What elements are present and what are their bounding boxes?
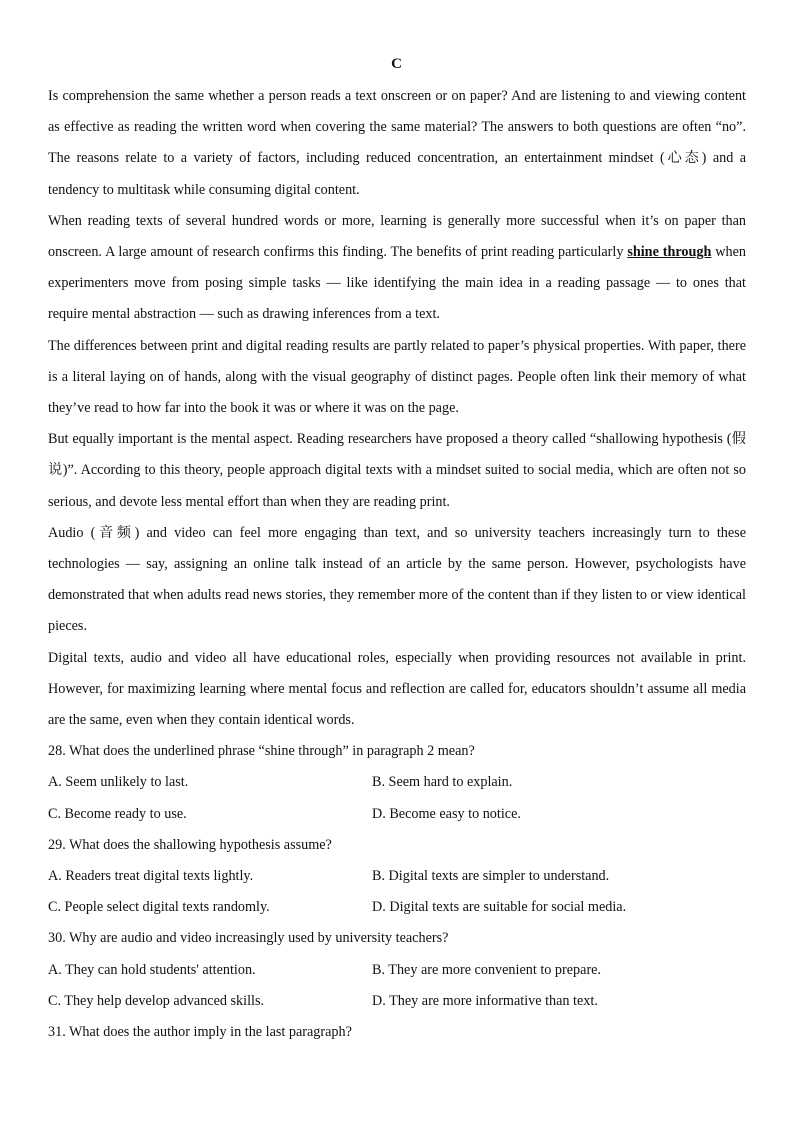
question-29-option-b: B. Digital texts are simpler to understand. xyxy=(372,868,610,885)
question-29-option-d: D. Digital texts are suitable for social media. xyxy=(372,899,627,916)
question-29-options-row-2 xyxy=(48,892,746,923)
question-29-option-a: A. Readers treat digital texts lightly. xyxy=(48,868,254,885)
passage-and-questions xyxy=(48,81,746,1048)
question-28-options-row-1 xyxy=(48,767,746,798)
question-28-options-row-2 xyxy=(48,799,746,830)
question-30-option-b: B. They are more convenient to prepare. xyxy=(372,961,602,978)
question-30-options-row-2 xyxy=(48,986,746,1017)
paragraph-3: The differences between print and digital reading results are partly related to paper’s physical properties. With paper, there is a literal laying on of hands, along with the visual geography of distinct pages. People often link their memory of what they’ve read to how far into the book it was or where it was on the page. xyxy=(48,337,746,417)
question-29-options-row-1 xyxy=(48,861,746,892)
question-28-option-d: D. Become easy to notice. xyxy=(372,805,521,822)
underlined-phrase: shine through xyxy=(627,244,712,261)
question-28-option-a: A. Seem unlikely to last. xyxy=(48,774,189,791)
question-28-option-c: C. Become ready to use. xyxy=(48,805,187,822)
question-29-option-c: C. People select digital texts randomly. xyxy=(48,899,270,916)
paragraph-2-before: When reading texts of several hundred words or more, learning is generally more successful when it’s on paper than onscreen. A large amount of research confirms this finding. The benefits of print reading particularly xyxy=(48,212,746,261)
paragraph-6: Digital texts, audio and video all have educational roles, especially when providing resources not available in print. However, for maximizing learning where mental focus and reflection are called for, educators shouldn’t assume all media are the same, even when they contain identical words. xyxy=(48,649,746,729)
paragraph-1: Is comprehension the same whether a person reads a text onscreen or on paper? And are listening to and viewing content as effective as reading the written word when covering the same material? The answers to both questions are often “no”. The reasons relate to a variety of factors, including reduced concentration, an entertainment mindset (心态) and a tendency to multitask while consuming digital content. xyxy=(48,88,746,198)
paragraph-4: But equally important is the mental aspect. Reading researchers have proposed a theory called “shallowing hypothesis (假说)”. According to this theory, people approach digital texts with a mindset suited to social media, which are often not so serious, and devote less mental effort than when they are reading print. xyxy=(48,431,746,510)
question-28-stem: 28. What does the underlined phrase “shine through” in paragraph 2 mean? xyxy=(48,743,475,760)
paragraph-2-after: when experimenters move from posing simple tasks — like identifying the main idea in a reading passage — to ones that require mental abstraction — such as drawing inferences from a text. xyxy=(48,244,747,323)
section-title: C xyxy=(391,56,402,72)
paragraph-2 xyxy=(48,206,746,331)
question-29-stem: 29. What does the shallowing hypothesis assume? xyxy=(48,836,332,853)
question-30-options-row-1 xyxy=(48,955,746,986)
question-31-stem: 31. What does the author imply in the last paragraph? xyxy=(48,1024,352,1041)
question-30-option-a: A. They can hold students' attention. xyxy=(48,961,256,978)
question-30-option-c: C. They help develop advanced skills. xyxy=(48,992,265,1009)
paragraph-5: Audio (音频) and video can feel more engaging than text, and so university teachers increasingly turn to these technologies — say, assigning an online talk instead of an article by the same person. However, psychologists have demonstrated that when adults read news stories, they remember more of the content than if they listen to or view identical pieces. xyxy=(48,524,746,635)
question-30-option-d: D. They are more informative than text. xyxy=(372,992,598,1009)
question-28-option-b: B. Seem hard to explain. xyxy=(372,774,513,791)
question-30-stem: 30. Why are audio and video increasingly used by university teachers? xyxy=(48,930,449,947)
